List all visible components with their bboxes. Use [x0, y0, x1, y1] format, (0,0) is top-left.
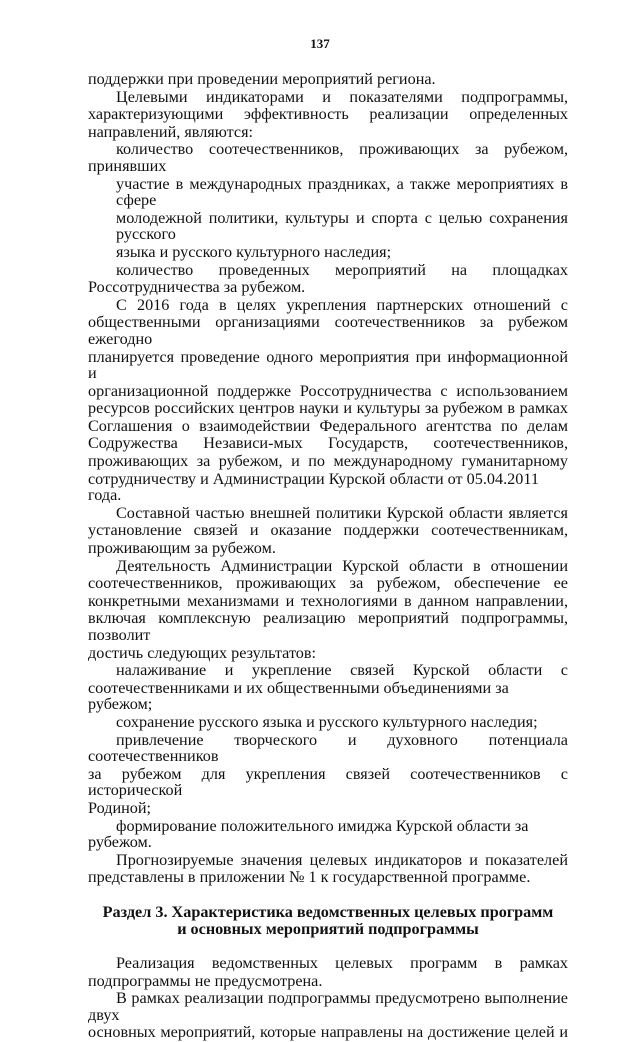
text-line: Россотрудничества за рубежом. [88, 278, 306, 297]
text-line: соотечественниками и их общественными объединениями за рубежом; [88, 678, 509, 714]
text-line: языка и русского культурного наследия; [116, 242, 392, 261]
text-line: Деятельность Администрации Курской области в отношении [116, 556, 568, 575]
text-line: характеризующими эффективность реализации определенных [88, 105, 568, 124]
text-line: общественными организациями соотечественников за рубежом ежегодно [88, 313, 568, 348]
section-heading-line-2: и основных мероприятий подпрограммы [177, 919, 479, 938]
text-line: направлений, являются: [88, 122, 254, 141]
text-line: включая комплексную реализацию мероприятий подпрограммы, позволит [88, 609, 568, 644]
text-line: молодежной политики, культуры и спорта с целью сохранения русского [116, 208, 568, 244]
text-line: Реализация ведомственных целевых программ в рамках [116, 954, 568, 973]
text-line: организационной поддержке Россотрудничества с использованием [88, 381, 568, 400]
page-number: 137 [310, 36, 330, 51]
text-line: формирование положительного имиджа Курской области за рубежом. [88, 816, 529, 852]
text-line: проживающих за рубежом, и по международному гуманитарному [88, 452, 568, 471]
document-body [88, 71, 568, 1042]
text-line: количество соотечественников, проживающих за рубежом, принявших [88, 140, 568, 175]
text-line: установление связей и оказание поддержки соотечественникам, [88, 521, 568, 540]
text-line: поддержки при проведении мероприятий региона. [88, 70, 436, 88]
text-line: проживающим за рубежом. [88, 539, 276, 558]
text-line: за рубежом для укрепления связей соотечественников с исторической [88, 764, 568, 800]
text-line: соотечественников, проживающих за рубежом, обеспечение ее [88, 574, 568, 593]
text-line: сохранение русского языка и русского культурного наследия; [116, 712, 538, 731]
text-line: Содружества Независи-мых Государств, соотечественников, [88, 434, 568, 453]
text-line: налаживание и укрепление связей Курской области с [116, 661, 568, 680]
text-line: основных мероприятий, которые направлены на достижение целей и [88, 1023, 568, 1042]
text-line: достичь следующих результатов: [88, 643, 317, 662]
text-line: планируется проведение одного мероприятия при информационной и [88, 347, 568, 383]
text-line: Составной частью внешней политики Курской области является [116, 503, 568, 522]
text-line: участие в международных праздниках, а также мероприятиях в сфере [116, 174, 568, 210]
section-heading-line-1: Раздел 3. Характеристика ведомственных целевых программ [102, 902, 554, 921]
text-line: ресурсов российских центров науки и культуры за рубежом в рамках [88, 399, 568, 418]
section-heading [88, 904, 568, 937]
text-line: конкретными механизмами и технологиями в данном направлении, [88, 591, 568, 610]
text-line: Родиной; [88, 798, 152, 817]
text-line: представлены в приложении № 1 к государственной программе. [88, 868, 531, 887]
text-line: Прогнозируемые значения целевых индикаторов и показателей [116, 850, 568, 869]
text-line: подпрограммы не предусмотрена. [88, 971, 323, 990]
text-line: привлечение творческого и духовного потенциала соотечественников [88, 730, 568, 766]
text-line: Целевыми индикаторами и показателями подпрограммы, [116, 87, 568, 106]
text-line: С 2016 года в целях укрепления партнерских отношений с [116, 295, 568, 314]
text-line: В рамках реализации подпрограммы предусмотрено выполнение двух [88, 989, 568, 1024]
text-line: сотрудничеству и Администрации Курской области от 05.04.2011 года. [88, 469, 539, 505]
text-line: Соглашения о взаимодействии Федерального агентства по делам [88, 416, 568, 435]
text-line: количество проведенных мероприятий на площадках [116, 260, 568, 279]
